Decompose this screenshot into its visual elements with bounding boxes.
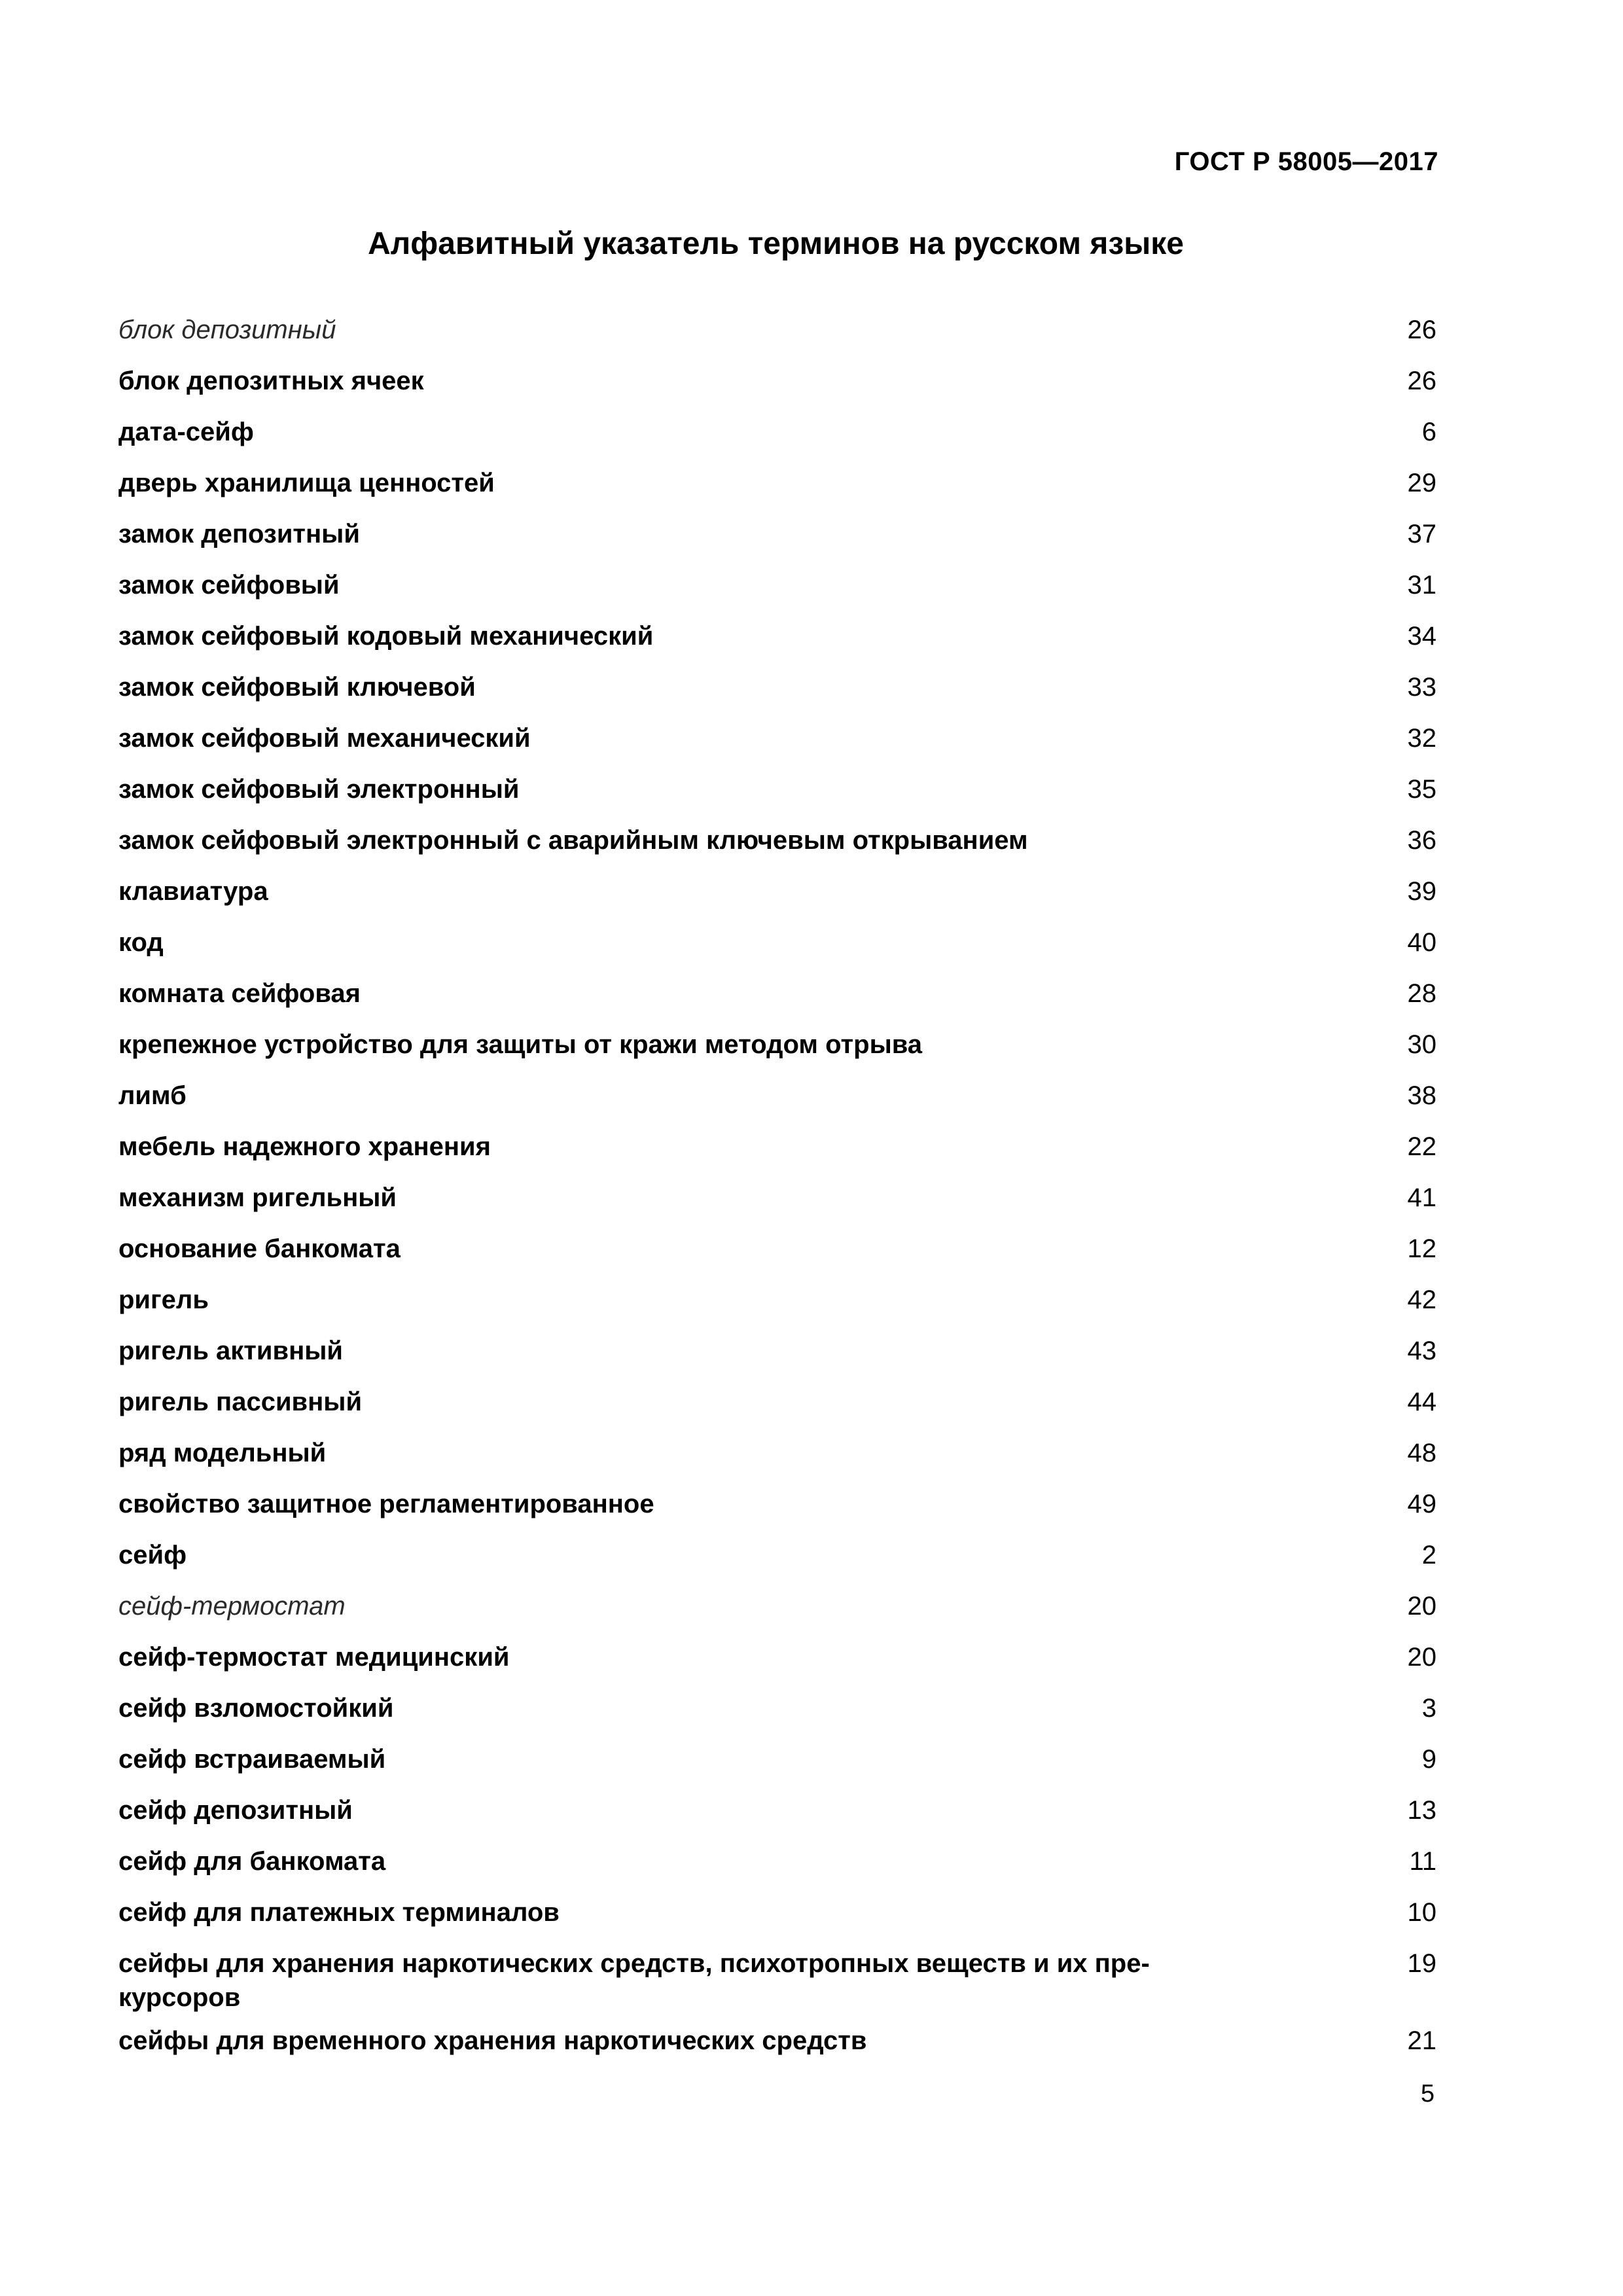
index-page-ref: 31: [1407, 571, 1436, 600]
index-page-ref: 12: [1407, 1234, 1436, 1263]
index-page-ref: 20: [1407, 1643, 1436, 1672]
index-entry: [118, 1691, 1436, 1742]
index-term: крепежное устройство для защиты от кражи методом отрыва: [118, 1030, 923, 1059]
index-page-ref: 29: [1407, 469, 1436, 497]
index-entry: [118, 977, 1436, 1028]
index-term: ряд модельный: [118, 1439, 327, 1467]
index-page-ref: 36: [1407, 826, 1436, 855]
index-entry: [118, 1232, 1436, 1283]
index-page-ref: 20: [1407, 1592, 1436, 1621]
index-entry: [118, 1640, 1436, 1691]
index-entry: [118, 1334, 1436, 1385]
index-term: замок сейфовый механический: [118, 724, 531, 753]
index-page-ref: 19: [1407, 1949, 1436, 1978]
index-entry: [118, 721, 1436, 772]
index-page-ref: 40: [1407, 928, 1436, 957]
index-entry: [118, 1589, 1436, 1640]
index-term: замок депозитный: [118, 520, 360, 548]
index-term: сейф для платежных терминалов: [118, 1898, 560, 1927]
index-term: ригель активный: [118, 1336, 343, 1365]
index-entry: [118, 1844, 1436, 1895]
index-entry: [118, 1895, 1436, 1946]
index-page-ref: 49: [1407, 1490, 1436, 1518]
index-page-ref: 42: [1407, 1285, 1436, 1314]
index-page-ref: 11: [1409, 1847, 1436, 1876]
index-page-ref: 2: [1421, 1541, 1436, 1570]
index-term: сейф: [118, 1541, 187, 1570]
index-entry: [118, 874, 1436, 925]
index-entry: [118, 1028, 1436, 1079]
index-entry: [118, 313, 1436, 364]
index-term: замок сейфовый электронный: [118, 775, 520, 804]
index-entry: [118, 1181, 1436, 1232]
page-number: 5: [1420, 2080, 1435, 2108]
index-entry: [118, 1742, 1436, 1793]
index-page-ref: 9: [1421, 1745, 1436, 1774]
index-entry: [118, 466, 1436, 517]
index-term: замок сейфовый кодовый механический: [118, 622, 654, 651]
term-index-list: [118, 313, 1436, 2075]
index-term: сейф для банкомата: [118, 1847, 386, 1876]
index-entry: [118, 568, 1436, 619]
document-code: ГОСТ Р 58005—2017: [1174, 147, 1438, 176]
index-page-ref: 22: [1407, 1132, 1436, 1161]
index-page-ref: 44: [1407, 1388, 1436, 1416]
index-page-ref: 32: [1407, 724, 1436, 753]
index-term: основание банкомата: [118, 1234, 401, 1263]
index-term: сейф встраиваемый: [118, 1745, 386, 1774]
index-term: ригель: [118, 1285, 209, 1314]
index-entry: [118, 415, 1436, 466]
index-entry: [118, 1283, 1436, 1334]
index-entry: [118, 619, 1436, 670]
index-entry: [118, 1487, 1436, 1538]
index-term: дверь хранилища ценностей: [118, 469, 495, 497]
index-page-ref: 28: [1407, 979, 1436, 1008]
index-title: Алфавитный указатель терминов на русском языке: [368, 226, 1184, 261]
index-page-ref: 30: [1407, 1030, 1436, 1059]
index-page-ref: 35: [1407, 775, 1436, 804]
index-term: сейф взломостойкий: [118, 1694, 394, 1723]
index-entry: [118, 2024, 1436, 2075]
index-term: блок депозитных ячеек: [118, 367, 424, 395]
index-entry: [118, 1130, 1436, 1181]
index-term: ригель пассивный: [118, 1388, 363, 1416]
index-term: механизм ригельный: [118, 1183, 397, 1212]
index-page-ref: 34: [1407, 622, 1436, 651]
index-page-ref: 21: [1407, 2026, 1436, 2055]
index-page-ref: 41: [1407, 1183, 1436, 1212]
index-entry: [118, 823, 1436, 874]
index-entry: [118, 1538, 1436, 1589]
index-entry: [118, 1793, 1436, 1844]
index-term: клавиатура: [118, 877, 268, 906]
index-term: сейф-термостат: [118, 1592, 346, 1621]
index-page-ref: 13: [1407, 1796, 1436, 1825]
index-page-ref: 39: [1407, 877, 1436, 906]
index-term: сейфы для временного хранения наркотических средств: [118, 2026, 867, 2055]
index-term: мебель надежного хранения: [118, 1132, 491, 1161]
index-page-ref: 33: [1407, 673, 1436, 702]
index-page-ref: 26: [1407, 315, 1436, 344]
index-term: замок сейфовый электронный с аварийным ключевым открыванием: [118, 826, 1028, 855]
index-entry: [118, 1436, 1436, 1487]
index-term: код: [118, 928, 164, 957]
index-entry: [118, 670, 1436, 721]
index-entry: [118, 517, 1436, 568]
index-term: сейф депозитный: [118, 1796, 353, 1825]
index-entry: [118, 772, 1436, 823]
index-page-ref: 3: [1421, 1694, 1436, 1723]
index-page-ref: 37: [1407, 520, 1436, 548]
index-term: замок сейфовый: [118, 571, 340, 600]
index-page-ref: 38: [1407, 1081, 1436, 1110]
index-term: сейф-термостат медицинский: [118, 1643, 510, 1672]
index-entry: [118, 1946, 1436, 2024]
index-page-ref: 43: [1407, 1336, 1436, 1365]
index-page-ref: 10: [1407, 1898, 1436, 1927]
index-term: лимб: [118, 1081, 187, 1110]
index-term: свойство защитное регламентированное: [118, 1490, 654, 1518]
index-page-ref: 6: [1421, 418, 1436, 446]
index-page-ref: 48: [1407, 1439, 1436, 1467]
index-entry: [118, 1079, 1436, 1130]
index-entry: [118, 364, 1436, 415]
index-term: комната сейфовая: [118, 979, 361, 1008]
index-term: дата-сейф: [118, 418, 254, 446]
index-entry: [118, 1385, 1436, 1436]
index-term: сейфы для хранения наркотических средств, психотропных веществ и их пре-курсоров: [118, 1949, 1150, 2012]
index-entry: [118, 925, 1436, 977]
index-term: замок сейфовый ключевой: [118, 673, 476, 702]
index-term: блок депозитный: [118, 315, 336, 344]
index-page-ref: 26: [1407, 367, 1436, 395]
